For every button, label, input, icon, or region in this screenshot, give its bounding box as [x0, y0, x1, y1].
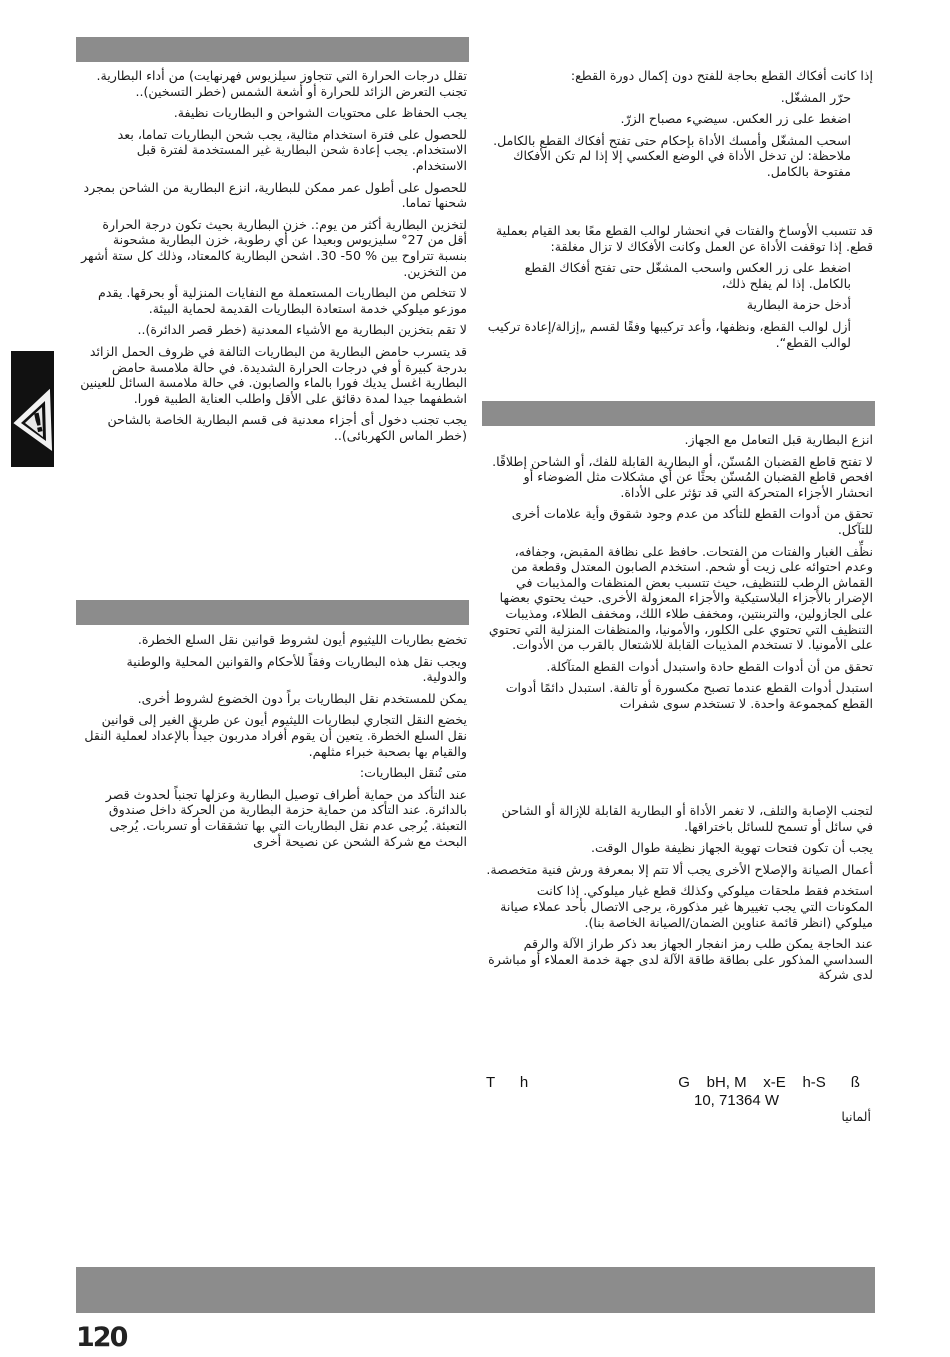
paragraph: تحقق من أن أدوات القطع حادة واستبدل أدوات القطع المتآكلة.: [546, 658, 873, 674]
step: أدخل حزمة البطارية: [746, 297, 851, 313]
right-block-jammed: [486, 223, 873, 356]
paragraph: لا تفتح قاطع القضبان المُسنّن، أو البطارية القابلة للفك، أو الشاحن إطلاقًا. افحص قاطع القضبان المُسنّن بحثًا عن أي مشكلات مثل الضوضاء أو انحشار الأجزاء المتحركة التي قد تؤثر على الأداة.: [492, 453, 873, 500]
paragraph: قد تتسبب الأوساخ والفتات في انحشار لوالب القطع معًا بعد القيام بعملية قطع. إذا توقفت الأداة عن العمل وكانت الأفكاك لا تزال مغلقة:: [495, 223, 873, 254]
step: اضغط على زر العكس. سيضيء مصباح الزرّ.: [620, 111, 851, 127]
paragraph: متى تُنقل البطاريات:: [359, 765, 467, 781]
paragraph: نظِّف الغبار والفتات من الفتحات. حافظ على نظافة المقبض، وجفافه، وعدم احتوائه على زيت أو شحم. استخدم الصابون المعتدل وقطعة من القماش الرطب للتنظيف، حيث تتسبب بعض المنظفات والمذيبات في الإضرار بالأجزاء البلاستيكية والأجزاء المعزولة الأخرى. حيث يحتوي بعضها على الجازولين، والتربنتين، ومخفف طلاء اللك، ومخفف الطلاء، ومذيبات التنظيف التي تحتوي على الكلور، والأمونيا، والمنظفات المنزلية التي تحتوي على الأمونيا. لا تستخدم المذيبات القابلة للاشتعال بالقرب من الأدوات.: [488, 543, 873, 653]
paragraph: تخضع بطاريات الليثيوم أيون لشروط قوانين نقل السلع الخطرة.: [137, 632, 467, 647]
country-label: ألمانيا: [841, 1109, 871, 1124]
warning-tab: [11, 351, 54, 467]
paragraph: لتجنب الإصابة والتلف، لا تغمر الأداة أو البطارية القابلة للإزالة أو الشاحن في سائل أو تسمح للسائل باختراقها.: [501, 803, 873, 834]
step: أزل لوالب القطع، ونظفها، وأعد تركيبها وفقًا لقسم „إزالة/إعادة تركيب لوالب القطع“.: [487, 318, 851, 350]
right-block-service: [486, 803, 873, 989]
footer-bar: [76, 1267, 875, 1313]
paragraph: لا تتخلص من البطاريات المستعملة مع النفايات المنزلية أو بحرقها. يقدم موزعو ميلوكي خدمة استعادة البطاريات القديمة لحماية البيئة.: [98, 285, 467, 316]
paragraph: لتخزين البطارية أكثر من يوم:. خزن البطارية بحيث تكون درجة الحرارة أقل من 27° سليزيوس وبعيدا عن أي رطوبة، خزن البطارية مشحونة بنسبة تتراوح بين % 50- 30. اشحن البطارية كالمعتاد، وذلك كل ستة أشهر من التخزين.: [81, 216, 467, 279]
paragraph: أعمال الصيانة والإصلاح الأخرى يجب ألا تتم إلا بمعرفة ورش فنية متخصصة.: [486, 861, 873, 877]
paragraph: لا تقم بتخزين البطارية مع الأشياء المعدنية (خطر قصر الدائرة)..: [137, 322, 467, 338]
paragraph: تقلل درجات الحرارة التي تتجاوز سيلزيوس فهرنهايت) من أداء البطارية. تجنب التعرض الزائد للحرارة أو أشعة الشمس (خطر التسخين)..: [96, 68, 467, 99]
right-section-bar-maintenance: [482, 401, 875, 426]
paragraph: ويجب نقل هذه البطاريات وفقاً للأحكام والقوانين المحلية والوطنية والدولية.: [126, 653, 467, 685]
paragraph: قد يتسرب حامض البطارية من البطاريات التالفة في ظروف الحمل الزائد بدرجة كبيرة أو في درجات الحرارة الشديدة. في حالة ملامسة حامض البطارية اغسل يديك فورا بالماء والصابون. في حالة ملامسة السائل للعينين اشطفهما جيدا لمدة دقائق على الأقل واطلب العناية الطبية فورا.: [80, 343, 467, 406]
paragraph: يخضع النقل التجاري لبطاريات الليثيوم أيون عن طريق الغير إلى قوانين نقل السلع الخطرة. يتعين أن يقوم أفراد مدربون جيداً بالإعداد لعملية النقل والقيام بها بصحبة خبراء مثلهم.: [84, 712, 467, 759]
paragraph: عند التأكد من حماية أطراف توصيل البطارية وعزلها تجنباً لحدوث قصر بالدائرة. عند التأكد من حماية حزمة البطارية من الحركة داخل صندوق التعبئة. يُرجى عدم نقل البطاريات التي بها تشققات أو تسربات. يُرجى البحث مع شركة الشحن عن نصيحة أخرى: [105, 786, 467, 849]
paragraph: إذا كانت أفكاك القطع بحاجة للفتح دون إكمال دورة القطع:: [570, 68, 873, 83]
page-number: 120: [76, 1322, 127, 1353]
left-section-bar-top: [76, 37, 469, 62]
paragraph: يجب أن تكون فتحات تهوية الجهاز نظيفة طوال الوقت.: [590, 840, 873, 856]
warning-triangle-icon: [11, 351, 54, 467]
paragraph: يجب تجنب دخول أى أجزاء معدنية فى قسم البطارية الخاصة بالشاحن (خطر الماس الكهربائى)..: [107, 412, 467, 443]
svg-text:!: !: [29, 407, 48, 440]
paragraph: تحقق من أدوات القطع للتأكد من عدم وجود شقوق وأية علامات أخرى للتآكل.: [511, 506, 873, 537]
right-block-maintenance: [486, 432, 873, 718]
right-block-open-jaws: [486, 68, 873, 186]
paragraph: استبدل أدوات القطع عندما تصبح مكسورة أو تالفة. استبدل دائمًا أدوات القطع كمجموعة واحدة. لا تستخدم سوى شفرات: [505, 680, 873, 711]
left-section-bar-transport: [76, 600, 469, 625]
paragraph: للحصول على أطول عمر ممكن للبطارية، انزع البطارية من الشاحن بمجرد شحنها تماما.: [83, 179, 467, 211]
paragraph: يجب الحفاظ على محتويات الشواحن و البطاريات نظيفة.: [173, 105, 467, 121]
step: اسحب المشغّل وأمسك الأداة بإحكام حتى تفتح أفكاك القطع بالكامل. ملاحظة: لن تدخل الأداة في الوضع العكسي إلا إذا لم تكن الأفكاك مفتوحة بالكامل.: [493, 132, 851, 179]
company-address-line1: T h G bH, M x-E h-S ß: [486, 1074, 860, 1091]
step: حرّر المشغّل.: [780, 89, 851, 105]
company-address-line2: 10, 71364 W: [694, 1092, 780, 1109]
paragraph: يمكن للمستخدم نقل البطاريات براً دون الخضوع لشروط أخرى.: [137, 690, 467, 706]
paragraph: استخدم فقط ملحقات ميلوكي وكذلك قطع غيار ميلوكي. إذا كانت المكونات التي يجب تغييرها غير مذكورة، يرجى الاتصال بأحد عملاء صيانة ميلوكي (انظر قائمة عناوين الضمان/الصيانة الخاصة بنا).: [500, 883, 873, 930]
left-block-transport: [80, 632, 467, 855]
paragraph: للحصول على فترة استخدام مثالية، يجب شحن البطاريات تماما، بعد الاستخدام. يجب إعادة شحن البطارية غير المستخدمة لفترة قبل الاستخدام.: [117, 126, 467, 173]
paragraph: انزع البطارية قبل التعامل مع الجهاز.: [684, 432, 873, 447]
paragraph: عند الحاجة يمكن طلب رمز انفجار الجهاز بعد ذكر طراز الآلة والرقم السداسي المذكور على بطاقة طاقة الآلة لدى جهة خدمة العملاء أو مباشرة لدى شركة: [488, 936, 873, 983]
left-block-battery-care: [80, 68, 467, 449]
step: اضغط على زر العكس واسحب المشغّل حتى تفتح أفكاك القطع بالكامل. إذا لم يفلح ذلك،: [524, 260, 851, 291]
